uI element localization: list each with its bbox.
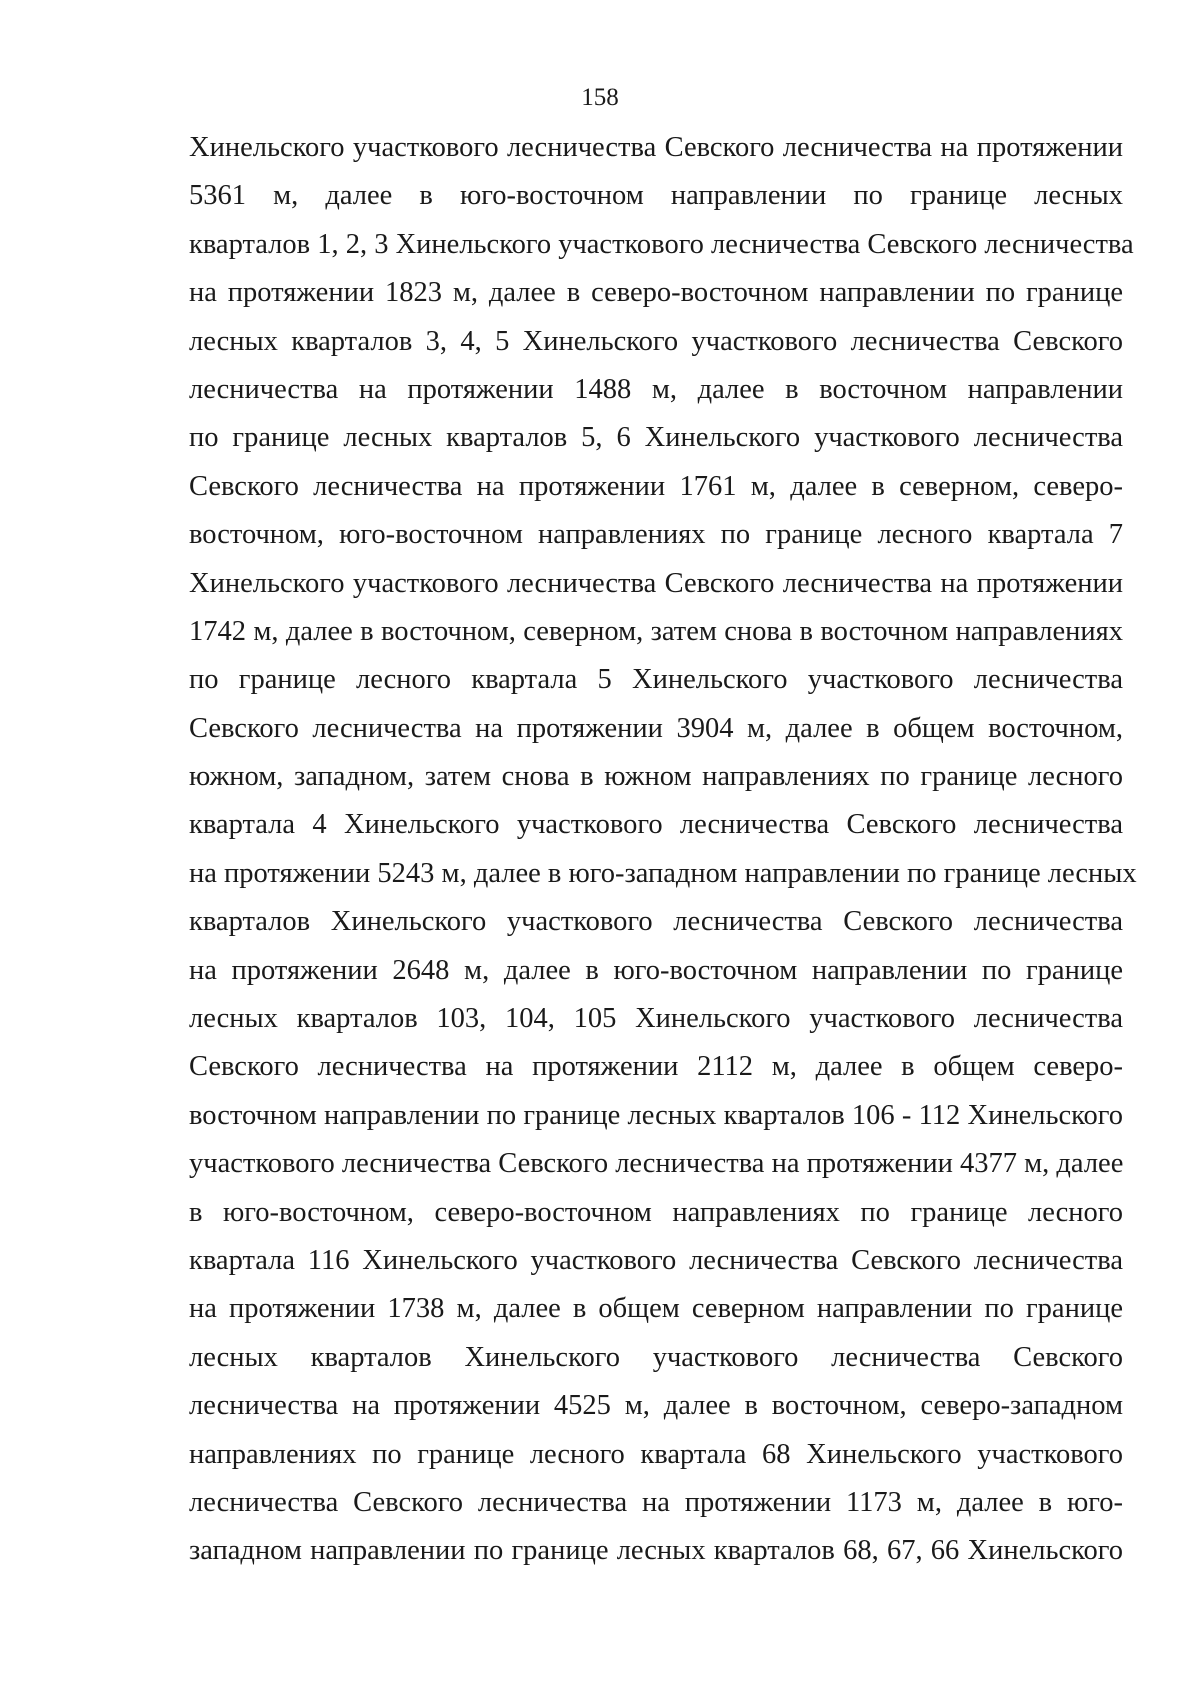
text-line: на протяжении 1738 м, далее в общем северном направлении по границе <box>189 1293 1123 1325</box>
text-line: Хинельского участкового лесничества Севского лесничества на протяжении <box>189 132 1123 163</box>
text-line: восточном, юго-восточном направлениях по границе лесного квартала 7 <box>189 519 1123 551</box>
text-line: лесничества на протяжении 4525 м, далее в восточном, северо-западном <box>189 1390 1123 1422</box>
text-line: 5361 м, далее в юго-восточном направлении по границе лесных <box>189 180 1123 212</box>
text-line: лесных кварталов Хинельского участкового лесничества Севского <box>189 1341 1123 1373</box>
text-line: по границе лесного квартала 5 Хинельского участкового лесничества <box>189 664 1123 696</box>
text-line: в юго-восточном, северо-восточном направлениях по границе лесного <box>189 1196 1123 1228</box>
text-line: лесничества Севского лесничества на протяжении 1173 м, далее в юго- <box>189 1486 1123 1518</box>
text-line: кварталов 1, 2, 3 Хинельского участкового лесничества Севского лесничества <box>189 228 1134 260</box>
text-line: западном направлении по границе лесных кварталов 68, 67, 66 Хинельского <box>189 1535 1123 1567</box>
text-line: на протяжении 2648 м, далее в юго-восточном направлении по границе <box>189 954 1123 986</box>
text-line: Севского лесничества на протяжении 3904 м, далее в общем восточном, <box>189 712 1123 744</box>
text-line: по границе лесных кварталов 5, 6 Хинельского участкового лесничества <box>189 422 1123 454</box>
text-line: участкового лесничества Севского лесничества на протяжении 4377 м, далее <box>189 1148 1124 1180</box>
text-line: кварталов Хинельского участкового лесничества Севского лесничества <box>189 906 1123 938</box>
text-line: восточном направлении по границе лесных кварталов 106 - 112 Хинельского <box>189 1099 1123 1131</box>
text-line: Севского лесничества на протяжении 1761 м, далее в северном, северо- <box>189 470 1123 502</box>
text-line: на протяжении 1823 м, далее в северо-восточном направлении по границе <box>189 277 1123 309</box>
text-line: лесничества на протяжении 1488 м, далее в восточном направлении <box>189 373 1123 405</box>
text-line: лесных кварталов 103, 104, 105 Хинельского участкового лесничества <box>189 1003 1123 1035</box>
text-line: квартала 116 Хинельского участкового лесничества Севского лесничества <box>189 1244 1123 1276</box>
text-line: Севского лесничества на протяжении 2112 м, далее в общем северо- <box>189 1051 1123 1083</box>
text-line: южном, западном, затем снова в южном направлениях по границе лесного <box>189 761 1123 793</box>
text-line: Хинельского участкового лесничества Севского лесничества на протяжении <box>189 567 1123 599</box>
text-line: 1742 м, далее в восточном, северном, затем снова в восточном направлениях <box>189 615 1123 647</box>
text-line: направлениях по границе лесного квартала 68 Хинельского участкового <box>189 1438 1123 1470</box>
text-line: квартала 4 Хинельского участкового лесничества Севского лесничества <box>189 809 1123 841</box>
text-line: лесных кварталов 3, 4, 5 Хинельского участкового лесничества Севского <box>189 325 1123 357</box>
page-number: 158 <box>581 84 619 111</box>
text-line: на протяжении 5243 м, далее в юго-западном направлении по границе лесных <box>189 857 1137 889</box>
body-text <box>189 124 1137 1576</box>
